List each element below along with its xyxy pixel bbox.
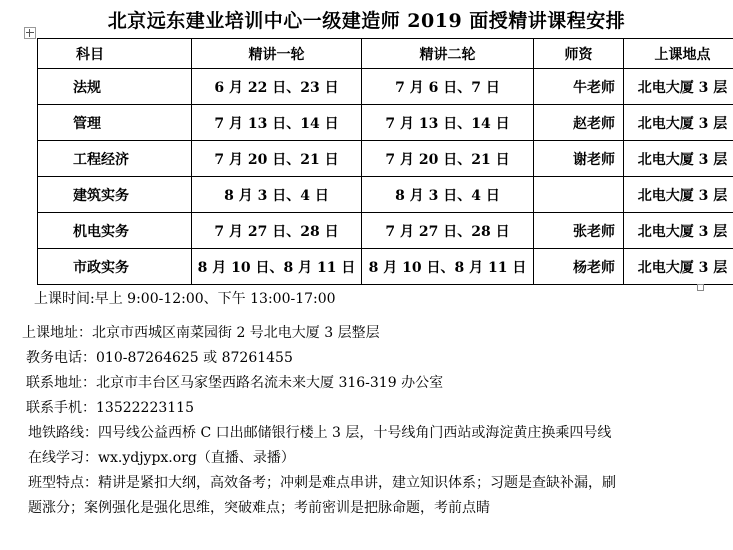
cell-subject: 管理 (38, 105, 192, 141)
table-header-row (38, 39, 733, 69)
table-resize-handle[interactable] (697, 284, 704, 291)
table-row (38, 105, 733, 141)
cell-round-two: 8 月 3 日、4 日 (362, 177, 534, 213)
cell-location: 北电大厦 3 层 (624, 105, 733, 141)
cell-round-one: 7 月 20 日、21 日 (192, 141, 362, 177)
cell-teacher: 张老师 (534, 213, 624, 249)
table-row (38, 213, 733, 249)
cell-round-one: 6 月 22 日、23 日 (192, 69, 362, 105)
cell-round-two: 7 月 6 日、7 日 (362, 69, 534, 105)
cell-teacher: 谢老师 (534, 141, 624, 177)
header-round-two: 精讲二轮 (362, 39, 534, 69)
cell-teacher: 赵老师 (534, 105, 624, 141)
cell-location: 北电大厦 3 层 (624, 249, 733, 285)
cell-teacher (534, 177, 624, 213)
cell-round-one: 8 月 10 日、8 月 11 日 (192, 249, 362, 285)
cell-subject: 市政实务 (38, 249, 192, 285)
cell-teacher: 牛老师 (534, 69, 624, 105)
document-title: 北京远东建业培训中心一级建造师 2019 面授精讲课程安排 (107, 10, 626, 32)
cell-teacher: 杨老师 (534, 249, 624, 285)
info-subway: 地铁路线：四号线公益西桥 C 口出邮储银行楼上 3 层，十号线角门西站或海淀黄庄换乘四号线 (28, 425, 612, 441)
cell-round-two: 8 月 10 日、8 月 11 日 (362, 249, 534, 285)
cell-location: 北电大厦 3 层 (624, 141, 733, 177)
table-row (38, 177, 733, 213)
header-teacher: 师资 (534, 39, 624, 69)
cell-round-two: 7 月 20 日、21 日 (362, 141, 534, 177)
info-online: 在线学习：wx.ydjypx.org（直播、录播） (28, 450, 295, 466)
cell-location: 北电大厦 3 层 (624, 69, 733, 105)
header-location: 上课地点 (624, 39, 733, 69)
cell-round-one: 7 月 13 日、14 日 (192, 105, 362, 141)
class-hours: 上课时间:早上 9:00-12:00、下午 13:00-17:00 (34, 291, 336, 307)
table-row (38, 69, 733, 105)
cell-subject: 建筑实务 (38, 177, 192, 213)
table-row (38, 141, 733, 177)
cell-location: 北电大厦 3 层 (624, 177, 733, 213)
header-subject: 科目 (38, 39, 192, 69)
cell-subject: 法规 (38, 69, 192, 105)
table-move-handle-icon[interactable] (24, 27, 36, 39)
cell-round-one: 8 月 3 日、4 日 (192, 177, 362, 213)
cell-round-two: 7 月 13 日、14 日 (362, 105, 534, 141)
schedule-table (37, 38, 733, 285)
cell-subject: 机电实务 (38, 213, 192, 249)
cell-location: 北电大厦 3 层 (624, 213, 733, 249)
cell-subject: 工程经济 (38, 141, 192, 177)
header-round-one: 精讲一轮 (192, 39, 362, 69)
info-features-line-2: 题涨分；案例强化是强化思维，突破难点；考前密训是把脉命题，考前点睛 (28, 500, 490, 516)
info-mobile: 联系手机：13522223115 (26, 400, 194, 416)
info-features-line-1: 班型特点：精讲是紧扣大纲，高效备考；冲刺是难点串讲，建立知识体系；习题是查缺补漏，刷 (28, 475, 616, 491)
cell-round-one: 7 月 27 日、28 日 (192, 213, 362, 249)
info-phone: 教务电话：010-87264625 或 87261455 (26, 350, 293, 366)
info-contact-address: 联系地址：北京市丰台区马家堡西路名流未来大厦 316-319 办公室 (26, 375, 444, 391)
cell-round-two: 7 月 27 日、28 日 (362, 213, 534, 249)
info-address: 上课地址：北京市西城区南菜园街 2 号北电大厦 3 层整层 (22, 325, 380, 341)
table-row (38, 249, 733, 285)
